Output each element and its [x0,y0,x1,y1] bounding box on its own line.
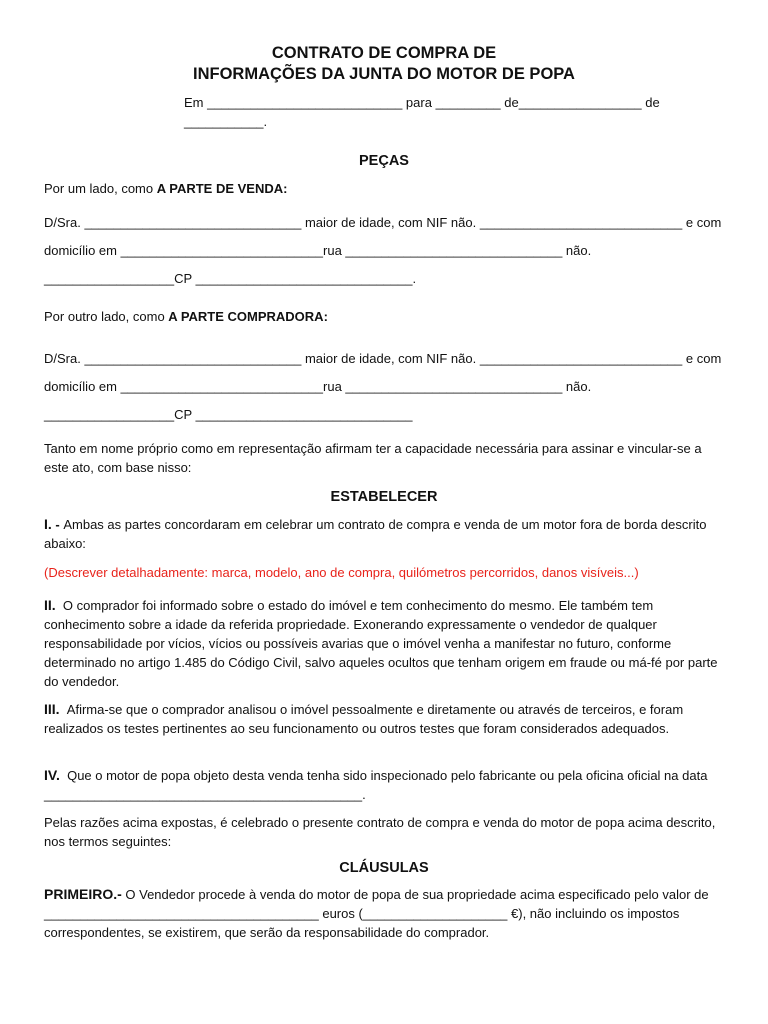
seller-line-1: D/Sra. ______________________________ maior de idade, com NIF não. ____________________________ e com [44,215,722,230]
item-number-3: III. [44,701,60,717]
document-title-line-1: CONTRATO DE COMPRA DE [271,44,497,62]
item-number-2: II. [44,597,56,613]
seller-party-label: A PARTE DE VENDA: [156,181,288,196]
section-heading-clausulas: CLÁUSULAS [339,860,429,876]
clause-item-3 [44,700,728,738]
item-2-text: O comprador foi informado sobre o estado do imóvel e tem conhecimento do mesmo. Ele também tem conhecimento sobre a idade da referida propriedade. Exonerando expressamente o vendedor de qualquer responsabilidade por vícios, vícios ou possíveis avarias que o imóvel venha a manifestar no futuro, conforme determinado no artigo 1.485 do Código Civil, salvo aqueles ocultos que tenham origem em fraude ou má-fé por parte do vendedor. [44,598,718,689]
seller-line-3: __________________CP ______________________________. [44,271,417,286]
closing-paragraph: Pelas razões acima expostas, é celebrado o presente contrato de compra e venda do motor de popa acima descrito, nos termos seguintes: [44,815,716,849]
item-1-text: Ambas as partes concordaram em celebrar um contrato de compra e venda de um motor fora de borda descrito abaixo: [44,517,707,551]
buyer-intro [44,307,728,326]
item-4-text: Que o motor de popa objeto desta venda tenha sido inspecionado pelo fabricante ou pela oficina oficial na data ____________________________________________. [44,768,708,802]
seller-intro [44,179,728,198]
clause-first [44,885,728,942]
seller-intro-prefix: Por um lado, como [44,181,157,196]
item-3-text: Afirma-se que o comprador analisou o imóvel pessoalmente e diretamente ou através de terceiros, e foram realizados os testes pertinentes ao seu funcionamento ou outros testes que foram considerados adequados. [44,702,684,736]
clause-first-text: O Vendedor procede à venda do motor de popa de sua propriedade acima especificado pelo valor de ______________________________________ euros (____________________ €), não incluindo os impostos correspondentes, se existirem, que serão da responsabilidade do comprador. [44,887,709,940]
seller-line-2: domicílio em ____________________________rua ______________________________ não. [44,243,592,258]
description-note: (Descrever detalhadamente: marca, modelo, ano de compra, quilómetros percorridos, danos visíveis...) [44,565,639,580]
section-heading-pecas: PEÇAS [359,153,409,169]
buyer-line-1: D/Sra. ______________________________ maior de idade, com NIF não. ____________________________ e com [44,351,722,366]
clause-first-label: PRIMEIRO.- [44,886,122,902]
item-dash: - [51,517,64,532]
date-line: Em ___________________________ para _________ de_________________ de ___________. [184,95,660,129]
item-number-1: I. [44,516,52,532]
clause-item-1 [44,515,728,553]
buyer-line-2: domicílio em ____________________________rua ______________________________ não. [44,379,592,394]
capacity-paragraph: Tanto em nome próprio como em representação afirmam ter a capacidade necessária para assinar e vincular-se a este ato, com base nisso: [44,441,702,475]
clause-item-4 [44,766,728,804]
buyer-intro-prefix: Por outro lado, como [44,309,169,324]
document-title-line-2: INFORMAÇÕES DA JUNTA DO MOTOR DE POPA [193,65,575,83]
section-heading-estabelecer: ESTABELECER [330,489,438,505]
buyer-party-label: A PARTE COMPRADORA: [168,309,328,324]
item-number-4: IV. [44,767,60,783]
buyer-line-3: __________________CP ______________________________ [44,407,413,422]
clause-item-2 [44,596,728,691]
